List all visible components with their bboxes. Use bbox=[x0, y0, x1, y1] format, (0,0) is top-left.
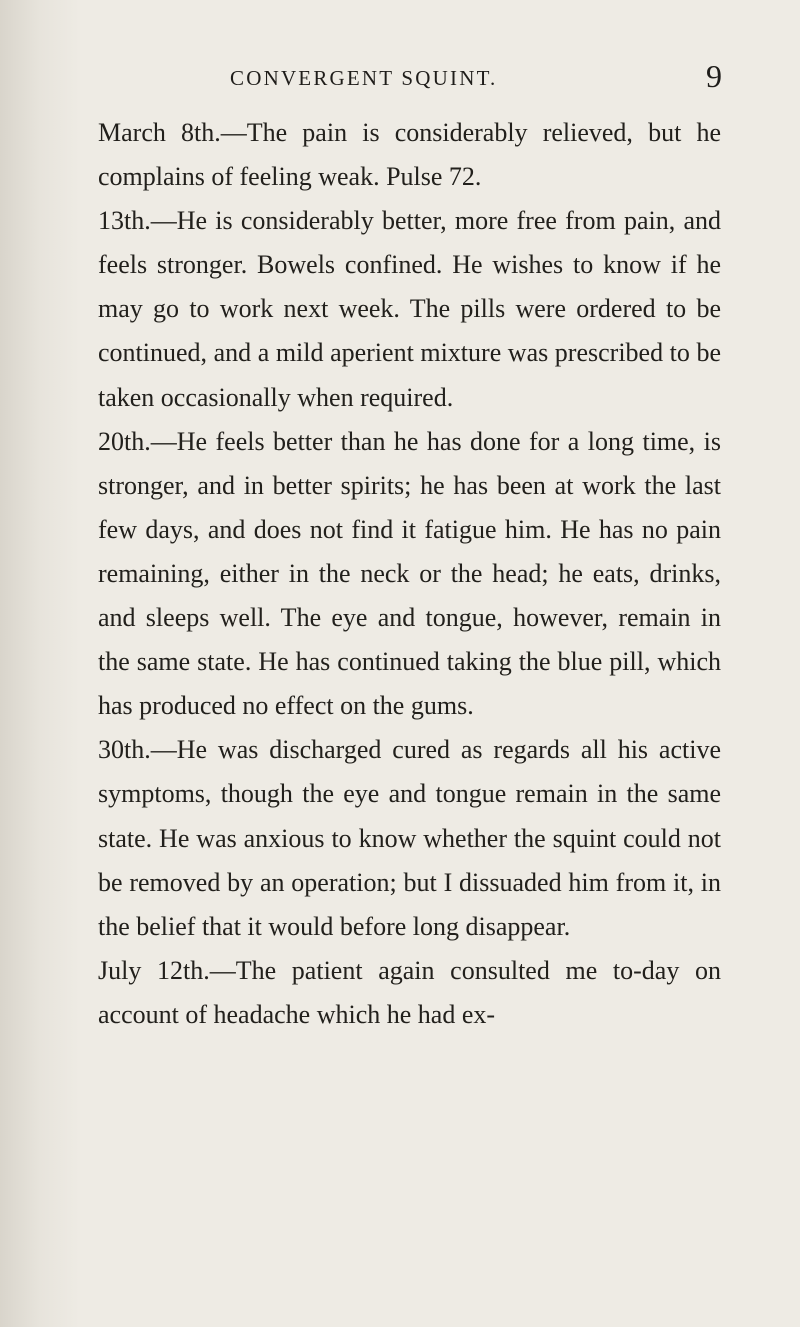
paragraph-march-8th: March 8th.—The pain is considerably relieved, but he complains of feeling weak. Pulse 72. bbox=[98, 118, 721, 192]
paragraph-30th: 30th.—He was discharged cured as regards all his active symptoms, though the eye and tongue remain in the same state. He was anxious to know whether the squint could not be removed by an operation; but I dissuaded him from it, in the belief that it would before long disappear. bbox=[98, 735, 721, 941]
body-text bbox=[98, 111, 721, 1037]
paragraph-13th: 13th.—He is considerably better, more free from pain, and feels stronger. Bowels confined. He wishes to know if he may go to work next week. The pills were ordered to be continued, and a mild aperient mixture was prescribed to be taken occasionally when required. bbox=[98, 206, 721, 412]
page-header bbox=[0, 58, 800, 102]
paragraph-july-12th: July 12th.—The patient again consulted me to-day on account of headache which he had ex- bbox=[98, 955, 721, 1029]
running-title: CONVERGENT SQUINT. bbox=[230, 66, 498, 90]
page-number: 9 bbox=[706, 58, 722, 94]
paragraph-20th: 20th.—He feels better than he has done for a long time, is stronger, and in better spirits; he has been at work the last few days, and does not find it fatigue him. He has no pain remaining, either in the neck or the head; he eats, drinks, and sleeps well. The eye and tongue, however, remain in the same state. He has continued taking the blue pill, which has produced no effect on the gums. bbox=[98, 426, 721, 721]
